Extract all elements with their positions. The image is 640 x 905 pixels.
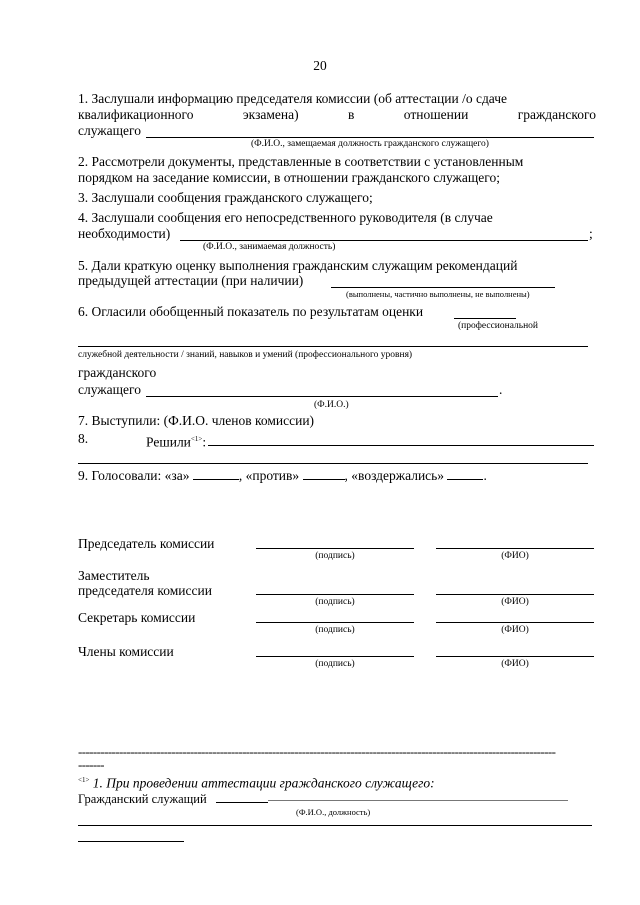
item9-against: , «против»	[238, 468, 300, 483]
item9-line	[78, 468, 487, 484]
employee-fill-short	[216, 802, 268, 803]
item1-line3: служащего	[78, 123, 141, 138]
item5-line1: 5. Дали краткую оценку выполнения гражданским служащим рекомендаций	[78, 258, 518, 273]
signature-caption: (подпись)	[315, 625, 355, 635]
item4-line1: 4. Заслушали сообщения его непосредственного руководителя (в случае	[78, 210, 493, 225]
item3-text: 3. Заслушали сообщения гражданского служащего;	[78, 190, 373, 205]
signature-role-line1: Заместитель	[78, 568, 150, 583]
item5-fill-line	[331, 287, 555, 288]
item2-line2: порядком на заседание комиссии, в отношении гражданского служащего;	[78, 170, 500, 185]
signature-caption: (подпись)	[315, 659, 355, 669]
name-line	[436, 594, 594, 595]
item6-line3: гражданского	[78, 365, 157, 380]
page-number: 20	[313, 58, 327, 73]
item6-fill-line	[78, 346, 588, 347]
signature-caption: (подпись)	[315, 551, 355, 561]
employee-caption: (Ф.И.О., должность)	[296, 807, 371, 817]
vote-abstain-blank	[447, 468, 483, 480]
footnote-separator: --------------------------------------------------------------------------------------------------------------------------------	[78, 745, 556, 759]
item8-fill-line-2	[78, 463, 588, 464]
footnote-ref: <1>	[78, 776, 90, 784]
item7-text: 7. Выступили: (Ф.И.О. членов комиссии)	[78, 413, 315, 428]
name-line	[436, 548, 594, 549]
footnote-fill-line-2	[78, 841, 184, 842]
item8-ref: <1>	[190, 435, 203, 443]
employee-label: Гражданский служащий	[78, 792, 207, 806]
footnote-body: 1. При проведении аттестации гражданского служащего:	[89, 775, 435, 791]
item8-label	[146, 431, 206, 451]
item5-caption: (выполнены, частично выполнены, не выполнены)	[346, 289, 530, 299]
signature-role: Председатель комиссии	[78, 536, 215, 551]
item6-caption-b: служебной деятельности / знаний, навыков и умений (профессионального уровня)	[78, 350, 413, 360]
employee-fill-line	[268, 800, 568, 801]
item8-label-text: Решили	[146, 434, 191, 450]
item6-caption-a: (профессиональной	[458, 321, 538, 331]
item9-abstain: , «воздержались»	[344, 468, 445, 483]
item1-line1: 1. Заслушали информацию председателя комиссии (об аттестации /о сдаче	[78, 91, 508, 106]
item9-end: .	[483, 468, 487, 483]
item5-line2: предыдущей аттестации (при наличии)	[78, 273, 304, 288]
item6-caption-c: (Ф.И.О.)	[314, 400, 349, 410]
item6-name-line	[146, 396, 498, 397]
item1-word: экзамена)	[242, 107, 299, 122]
name-caption: (ФИО)	[501, 551, 529, 561]
item1-word: отношении	[403, 107, 469, 122]
item9-label: 9. Голосовали: «за»	[78, 468, 190, 483]
item1-fill-line	[146, 137, 594, 138]
item1-line2	[78, 107, 596, 123]
item8-num: 8.	[78, 431, 89, 446]
item1-word: квалификационного	[78, 107, 194, 122]
name-caption: (ФИО)	[501, 597, 529, 607]
item2-line1: 2. Рассмотрели документы, представленные в соответствии с установленным	[78, 154, 524, 169]
name-caption: (ФИО)	[501, 625, 529, 635]
footnote-separator-tail: -------	[78, 758, 105, 772]
signature-role: председателя комиссии	[78, 583, 212, 598]
item6-end: .	[499, 382, 503, 397]
signature-line	[256, 594, 414, 595]
item1-word: в	[348, 107, 355, 122]
name-line	[436, 622, 594, 623]
signature-role: Члены комиссии	[78, 644, 174, 659]
item6-fill-short	[454, 318, 516, 319]
signature-line	[256, 656, 414, 657]
item8-fill-line	[208, 445, 594, 446]
item4-caption: (Ф.И.О., занимаемая должность)	[203, 242, 336, 252]
item1-caption: (Ф.И.О., замещаемая должность гражданского служащего)	[251, 139, 489, 149]
item1-word: гражданского	[517, 107, 596, 122]
signature-role: Секретарь комиссии	[78, 610, 196, 625]
signature-line	[256, 548, 414, 549]
vote-against-blank	[303, 468, 345, 480]
footnote-text	[78, 772, 435, 792]
signature-line	[256, 622, 414, 623]
item4-fill-line	[180, 240, 588, 241]
signature-caption: (подпись)	[315, 597, 355, 607]
name-line	[436, 656, 594, 657]
item6-line1: 6. Огласили обобщенный показатель по результатам оценки	[78, 304, 424, 319]
name-caption: (ФИО)	[501, 659, 529, 669]
item6-line4: служащего	[78, 382, 141, 397]
footnote-fill-line	[78, 825, 592, 826]
item4-line2: необходимости)	[78, 226, 171, 241]
item8-colon: :	[202, 434, 207, 450]
item4-end: ;	[589, 226, 593, 241]
vote-for-blank	[193, 468, 239, 480]
